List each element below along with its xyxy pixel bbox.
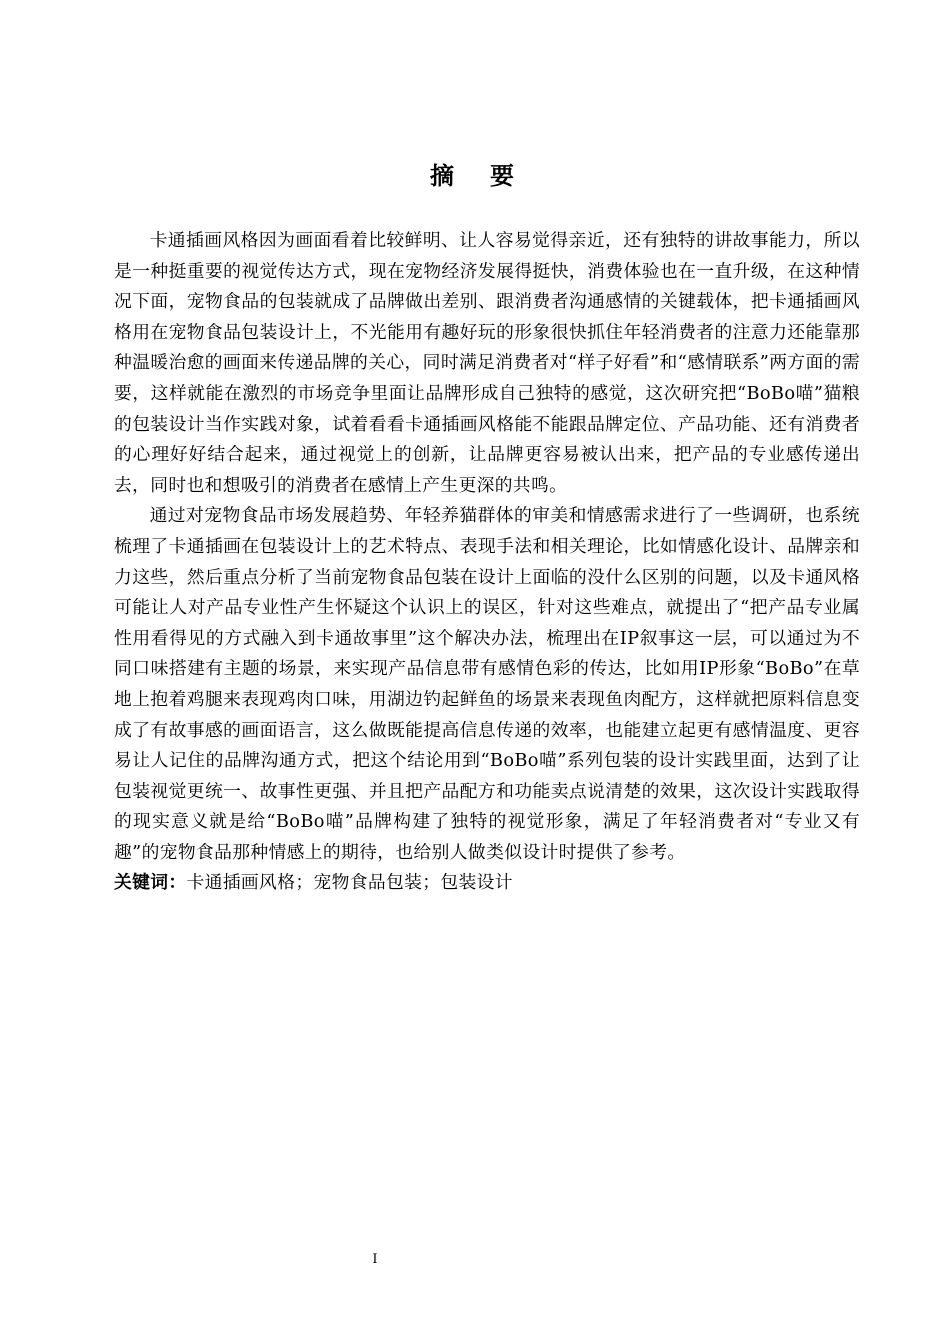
abstract-paragraph-2: 通过对宠物食品市场发展趋势、年轻养猫群体的审美和情感需求进行了一些调研，也系统梳理了卡通插画在包装设计上的艺术特点、表现手法和相关理论，比如情感化设计、品牌亲和力这些，然后重点分析了当前宠物食品包装在设计上面临的没什么区别的问题，以及卡通风格可能让人对产品专业性产生怀疑这个认识上的误区，针对这些难点，就提出了“把产品专业属性用看得见的方式融入到卡通故事里”这个解决办法，梳理出在IP叙事这一层，可以通过为不同口味搭建有主题的场景，来实现产品信息带有感情色彩的传达，比如用IP形象“BoBo”在草地上抱着鸡腿来表现鸡肉口味，用湖边钓起鲜鱼的场景来表现鱼肉配方，这样就把原料信息变成了有故事感的画面语言，这么做既能提高信息传递的效率，也能建立起更有感情温度、更容易让人记住的品牌沟通方式，把这个结论用到“BoBo喵”系列包装的设计实践里面，达到了让包装视觉更统一、故事性更强、并且把产品配方和功能卖点说清楚的效果，这次设计实践取得的现实意义就是给“BoBo喵”品牌构建了独特的视觉形象，满足了年轻消费者对“专业又有趣”的宠物食品那种情感上的期待，也给别人做类似设计时提供了参考。 [114,505,860,863]
abstract-title: 摘要 [430,161,550,190]
keywords-text: 卡通插画风格；宠物食品包装；包装设计 [186,872,513,894]
abstract-body [114,226,860,899]
abstract-paragraph-1: 卡通插画风格因为画面看着比较鲜明、让人容易觉得亲近，还有独特的讲故事能力，所以是一种挺重要的视觉传达方式，现在宠物经济发展得挺快，消费体验也在一直升级，在这种情况下面，宠物食品的包装就成了品牌做出差别、跟消费者沟通感情的关键载体，把卡通插画风格用在宠物食品包装设计上，不光能用有趣好玩的形象很快抓住年轻消费者的注意力还能靠那种温暖治愈的画面来传递品牌的关心，同时满足消费者对“样子好看”和“感情联系”两方面的需要，这样就能在激烈的市场竞争里面让品牌形成自己独特的感觉，这次研究把“BoBo喵”猫粮的包装设计当作实践对象，试着看看卡通插画风格能不能跟品牌定位、产品功能、还有消费者的心理好好结合起来，通过视觉上的创新，让品牌更容易被认出来，把产品的专业感传递出去，同时也和想吸引的消费者在感情上产生更深的共鸣。 [114,230,860,496]
page-number: I [372,1252,378,1267]
keywords-label: 关键词： [114,872,187,894]
keywords-line [114,868,860,899]
